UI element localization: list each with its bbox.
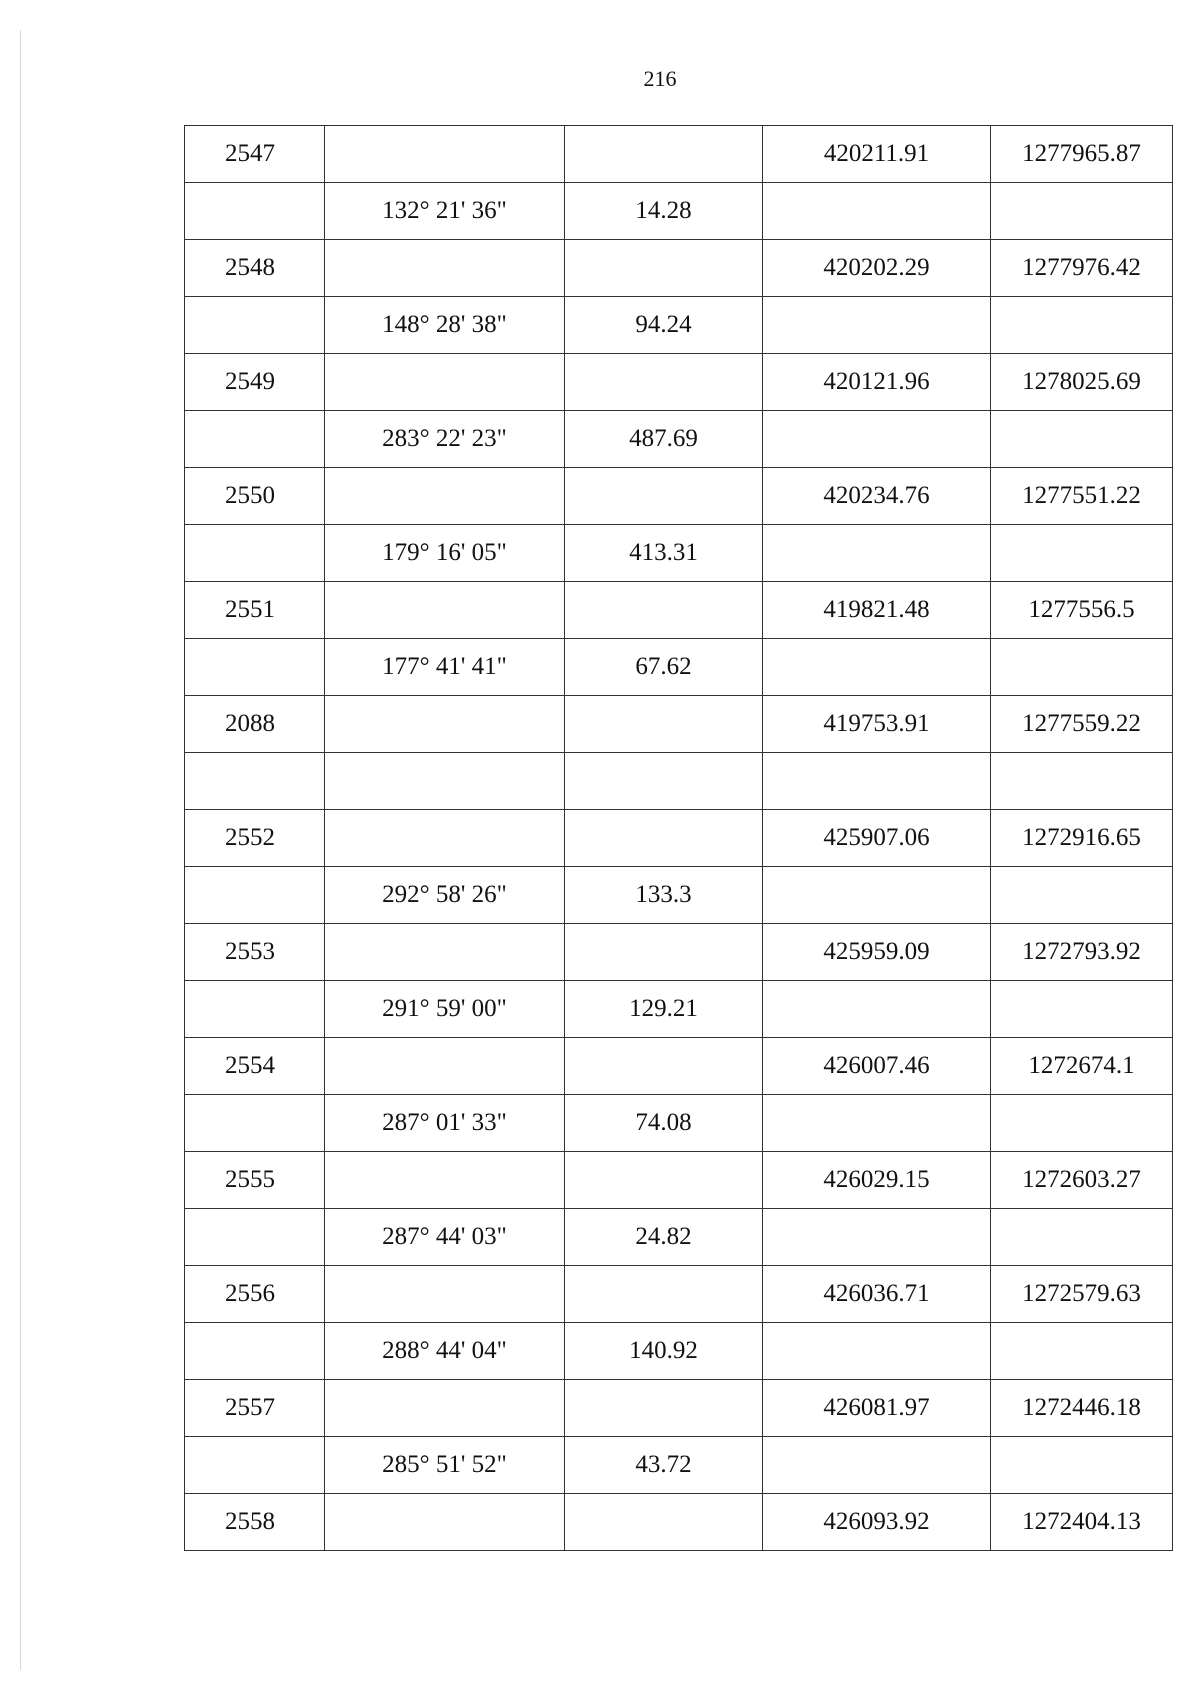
bearing-cell: 287° 44' 03" [325,1209,565,1266]
station-number-cell [185,1095,325,1152]
bearing-cell [325,1266,565,1323]
northing-cell [763,297,991,354]
northing-cell: 420234.76 [763,468,991,525]
station-number-cell [185,753,325,810]
table-row [185,753,1173,810]
easting-cell: 1272674.1 [991,1038,1173,1095]
table-row [185,468,1173,525]
easting-cell: 1277559.22 [991,696,1173,753]
table-row [185,582,1173,639]
bearing-cell: 179° 16' 05" [325,525,565,582]
table-row [185,240,1173,297]
distance-cell [565,1380,763,1437]
easting-cell: 1277556.5 [991,582,1173,639]
northing-cell [763,1437,991,1494]
table-row [185,1494,1173,1551]
northing-cell [763,411,991,468]
bearing-cell [325,924,565,981]
northing-cell: 425959.09 [763,924,991,981]
table-row [185,1266,1173,1323]
station-number-cell: 2551 [185,582,325,639]
table-row [185,411,1173,468]
table-row [185,924,1173,981]
easting-cell [991,1323,1173,1380]
northing-cell: 426029.15 [763,1152,991,1209]
station-number-cell [185,867,325,924]
station-number-cell [185,525,325,582]
table-row [185,354,1173,411]
distance-cell: 487.69 [565,411,763,468]
station-number-cell: 2088 [185,696,325,753]
bearing-cell: 285° 51' 52" [325,1437,565,1494]
distance-cell: 67.62 [565,639,763,696]
easting-cell: 1277976.42 [991,240,1173,297]
easting-cell [991,1209,1173,1266]
table-row [185,1095,1173,1152]
easting-cell [991,1437,1173,1494]
coordinates-table-body [185,126,1173,1551]
distance-cell [565,1266,763,1323]
easting-cell: 1272793.92 [991,924,1173,981]
easting-cell: 1277551.22 [991,468,1173,525]
station-number-cell: 2548 [185,240,325,297]
northing-cell [763,525,991,582]
northing-cell: 420211.91 [763,126,991,183]
bearing-cell [325,753,565,810]
distance-cell: 24.82 [565,1209,763,1266]
distance-cell: 14.28 [565,183,763,240]
bearing-cell: 177° 41' 41" [325,639,565,696]
distance-cell [565,240,763,297]
easting-cell: 1272404.13 [991,1494,1173,1551]
distance-cell: 43.72 [565,1437,763,1494]
bearing-cell: 287° 01' 33" [325,1095,565,1152]
bearing-cell: 132° 21' 36" [325,183,565,240]
distance-cell [565,468,763,525]
table-row [185,1152,1173,1209]
station-number-cell: 2553 [185,924,325,981]
easting-cell [991,867,1173,924]
northing-cell: 420202.29 [763,240,991,297]
table-row [185,1209,1173,1266]
station-number-cell [185,1437,325,1494]
station-number-cell [185,411,325,468]
easting-cell: 1272579.63 [991,1266,1173,1323]
northing-cell: 419821.48 [763,582,991,639]
easting-cell [991,183,1173,240]
station-number-cell: 2556 [185,1266,325,1323]
northing-cell: 420121.96 [763,354,991,411]
northing-cell [763,1209,991,1266]
northing-cell [763,183,991,240]
northing-cell [763,1095,991,1152]
northing-cell [763,639,991,696]
bearing-cell [325,1380,565,1437]
easting-cell: 1277965.87 [991,126,1173,183]
distance-cell: 413.31 [565,525,763,582]
station-number-cell [185,639,325,696]
distance-cell [565,582,763,639]
station-number-cell [185,297,325,354]
distance-cell [565,1038,763,1095]
northing-cell [763,867,991,924]
northing-cell: 426081.97 [763,1380,991,1437]
distance-cell [565,354,763,411]
table-row [185,1323,1173,1380]
northing-cell: 425907.06 [763,810,991,867]
table-row [185,867,1173,924]
easting-cell [991,411,1173,468]
distance-cell: 140.92 [565,1323,763,1380]
table-row [185,126,1173,183]
table-row [185,1380,1173,1437]
station-number-cell: 2554 [185,1038,325,1095]
page-number: 216 [643,66,677,91]
station-number-cell: 2557 [185,1380,325,1437]
distance-cell [565,126,763,183]
station-number-cell: 2549 [185,354,325,411]
station-number-cell [185,981,325,1038]
northing-cell [763,753,991,810]
bearing-cell [325,696,565,753]
easting-cell [991,297,1173,354]
easting-cell: 1272446.18 [991,1380,1173,1437]
bearing-cell [325,240,565,297]
station-number-cell: 2547 [185,126,325,183]
table-row [185,1437,1173,1494]
station-number-cell [185,183,325,240]
northing-cell: 426007.46 [763,1038,991,1095]
bearing-cell [325,126,565,183]
easting-cell [991,981,1173,1038]
station-number-cell: 2550 [185,468,325,525]
distance-cell [565,1494,763,1551]
table-row [185,696,1173,753]
distance-cell: 74.08 [565,1095,763,1152]
station-number-cell [185,1209,325,1266]
northing-cell: 426093.92 [763,1494,991,1551]
bearing-cell [325,582,565,639]
easting-cell [991,1095,1173,1152]
table-row [185,810,1173,867]
table-row [185,297,1173,354]
bearing-cell: 148° 28' 38" [325,297,565,354]
table-row [185,1038,1173,1095]
distance-cell [565,924,763,981]
easting-cell [991,753,1173,810]
station-number-cell: 2558 [185,1494,325,1551]
bearing-cell: 288° 44' 04" [325,1323,565,1380]
station-number-cell: 2552 [185,810,325,867]
table-row [185,981,1173,1038]
scan-margin-line [20,30,21,1670]
northing-cell [763,981,991,1038]
bearing-cell [325,1038,565,1095]
distance-cell: 129.21 [565,981,763,1038]
coordinates-table [184,125,1173,1551]
table-row [185,183,1173,240]
easting-cell [991,639,1173,696]
bearing-cell: 283° 22' 23" [325,411,565,468]
table-row [185,525,1173,582]
distance-cell [565,696,763,753]
distance-cell: 133.3 [565,867,763,924]
bearing-cell [325,354,565,411]
station-number-cell [185,1323,325,1380]
bearing-cell [325,1494,565,1551]
station-number-cell: 2555 [185,1152,325,1209]
bearing-cell: 292° 58' 26" [325,867,565,924]
easting-cell: 1272603.27 [991,1152,1173,1209]
distance-cell [565,810,763,867]
bearing-cell [325,468,565,525]
distance-cell [565,753,763,810]
distance-cell: 94.24 [565,297,763,354]
easting-cell [991,525,1173,582]
northing-cell [763,1323,991,1380]
bearing-cell: 291° 59' 00" [325,981,565,1038]
bearing-cell [325,1152,565,1209]
distance-cell [565,1152,763,1209]
northing-cell: 426036.71 [763,1266,991,1323]
easting-cell: 1272916.65 [991,810,1173,867]
bearing-cell [325,810,565,867]
easting-cell: 1278025.69 [991,354,1173,411]
table-row [185,639,1173,696]
northing-cell: 419753.91 [763,696,991,753]
